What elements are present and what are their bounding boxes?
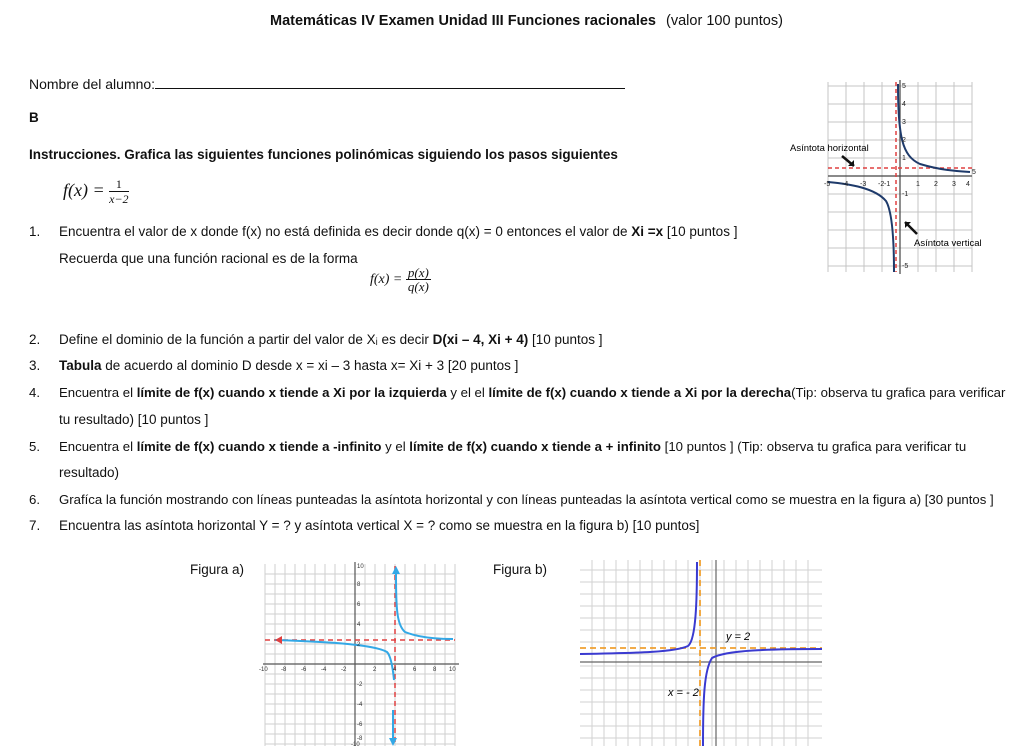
svg-text:2: 2 [934, 181, 938, 188]
step-text: y el el [446, 385, 489, 400]
svg-text:-4: -4 [842, 181, 849, 188]
step-4-continuation: tu resultado) [10 puntos ] [59, 412, 209, 427]
function-formula [63, 178, 129, 206]
reminder-text: Recuerda que una función racional es de la forma [59, 251, 358, 266]
svg-text:6: 6 [357, 602, 361, 608]
title-main: Matemáticas IV Examen Unidad III Funciones racionales [270, 13, 656, 29]
step-text-bold: Tabula [59, 358, 102, 373]
svg-text:-3: -3 [860, 181, 867, 188]
label-x-asymptote: x = - 2 [668, 687, 699, 699]
grid [265, 564, 455, 746]
step-text: Define el dominio de la función a partir del valor de Xᵢ es decir [59, 332, 433, 347]
step-text: y el [381, 439, 410, 454]
svg-text:-6: -6 [301, 667, 307, 673]
svg-text:5: 5 [902, 83, 906, 90]
name-label: Nombre del alumno: [29, 76, 156, 92]
function-numerator: 1 [109, 178, 128, 192]
svg-text:-8: -8 [281, 667, 287, 673]
rational-lhs: f(x) = [370, 272, 403, 288]
rational-numerator: p(x) [407, 265, 429, 280]
figure-b-caption: Figura b) [493, 562, 548, 577]
title-points: (valor 100 puntos) [666, 13, 783, 29]
step-number: 2. [29, 332, 41, 347]
step-5-continuation: resultado) [59, 465, 120, 480]
svg-text:-6: -6 [357, 722, 363, 728]
step-text: Encuentra el [59, 385, 137, 400]
arrow-left [275, 636, 282, 644]
student-name-row [29, 76, 625, 92]
label-y-asymptote: y = 2 [726, 631, 751, 643]
svg-text:-10: -10 [351, 742, 360, 746]
svg-text:3: 3 [952, 181, 956, 188]
label-vertical-asymptote: Asíntota vertical [914, 238, 982, 249]
y-tick-labels [351, 564, 364, 746]
svg-text:6: 6 [413, 667, 417, 673]
step-2 [29, 332, 603, 347]
svg-text:-1: -1 [902, 191, 909, 198]
svg-text:-8: -8 [357, 736, 363, 742]
rational-form-formula [370, 266, 431, 294]
step-6 [29, 492, 994, 507]
figure-asymptotes-example [790, 76, 990, 276]
step-text: [10 puntos ] (Tip: observa tu grafica para verificar tu [661, 439, 967, 454]
name-line [155, 77, 625, 89]
step-3 [29, 358, 518, 373]
step-number: 7. [29, 518, 41, 533]
svg-text:10: 10 [449, 667, 456, 673]
svg-text:-5: -5 [824, 181, 831, 188]
figure-b [580, 560, 822, 746]
figure-a-caption: Figura a) [190, 562, 245, 577]
step-text: Encuentra el [59, 439, 137, 454]
step-text-bold: D(xi – 4, Xi + 4) [432, 332, 529, 347]
svg-text:1: 1 [916, 181, 920, 188]
svg-text:-2: -2 [878, 181, 885, 188]
step-text-bold: límite de f(x) cuando x tiende a Xi por la izquierda [136, 385, 447, 400]
step-text-bold: límite de f(x) cuando x tiende a Xi por la derecha [488, 385, 792, 400]
svg-text:-1: -1 [884, 181, 891, 188]
step-text: Grafíca la función mostrando con líneas punteadas la asíntota horizontal y con líneas punteadas la asíntota vertical como se muestra en la figura a) [30 puntos ] [59, 492, 994, 507]
step-number: 1. [29, 224, 41, 239]
svg-text:4: 4 [357, 622, 361, 628]
function-lhs: f(x) = [63, 180, 105, 201]
svg-text:3: 3 [902, 119, 906, 126]
svg-text:-10: -10 [259, 667, 268, 673]
step-number: 6. [29, 492, 40, 507]
step-text: (Tip: observa tu grafica para verificar [791, 385, 1006, 400]
svg-text:4: 4 [966, 181, 970, 188]
step-4 [29, 385, 1005, 400]
curve-left-branch [828, 182, 894, 272]
curve-right-branch [703, 649, 822, 746]
step-text: Encuentra las asíntota horizontal Y = ? y asíntota vertical X = ? como se muestra en la figura b) [10 puntos] [59, 518, 700, 533]
page-title [270, 13, 783, 29]
svg-text:5: 5 [972, 169, 976, 176]
step-number: 3. [29, 358, 41, 373]
svg-text:-2: -2 [357, 682, 363, 688]
step-1 [29, 224, 737, 239]
svg-text:-5: -5 [902, 263, 909, 270]
step-7 [29, 518, 699, 533]
svg-text:8: 8 [433, 667, 437, 673]
curve-left-branch [580, 562, 697, 654]
curve-right-branch [898, 84, 970, 172]
label-horizontal-asymptote: Asíntota horizontal [790, 143, 869, 154]
step-5 [29, 439, 966, 454]
svg-text:8: 8 [357, 582, 361, 588]
x-tick-labels [259, 667, 456, 673]
step-text-bold: límite de f(x) cuando x tiende a -infinito [136, 439, 382, 454]
instructions: Instrucciones. Grafica las siguientes funciones polinómicas siguiendo los pasos siguientes [29, 147, 618, 162]
svg-text:-4: -4 [321, 667, 327, 673]
section-letter: B [29, 110, 39, 125]
rational-denominator: q(x) [407, 279, 429, 294]
svg-text:-2: -2 [341, 667, 347, 673]
step-text-bold: límite de f(x) cuando x tiende a + infinito [409, 439, 661, 454]
step-points: [10 puntos ] [528, 332, 603, 347]
svg-text:-4: -4 [357, 702, 363, 708]
svg-text:1: 1 [902, 155, 906, 162]
step-number: 5. [29, 439, 40, 454]
figure-a [255, 560, 467, 746]
svg-text:4: 4 [393, 667, 397, 673]
svg-text:2: 2 [902, 137, 906, 144]
arrow-down [389, 738, 397, 746]
step-number: 4. [29, 385, 40, 400]
svg-text:10: 10 [357, 564, 364, 570]
svg-text:2: 2 [373, 667, 377, 673]
function-denominator: x−2 [109, 192, 129, 206]
step-text: de acuerdo al dominio D desde x = xi – 3 hasta x= Xi + 3 [20 puntos ] [101, 358, 519, 373]
step-text-bold: Xi =x [631, 224, 664, 239]
svg-text:4: 4 [902, 101, 906, 108]
step-points: [10 puntos ] [663, 224, 738, 239]
arrow-up [392, 566, 400, 574]
svg-text:2: 2 [357, 642, 361, 648]
step-text: Encuentra el valor de x donde f(x) no está definida es decir donde q(x) = 0 entonces el valor de [59, 224, 632, 239]
